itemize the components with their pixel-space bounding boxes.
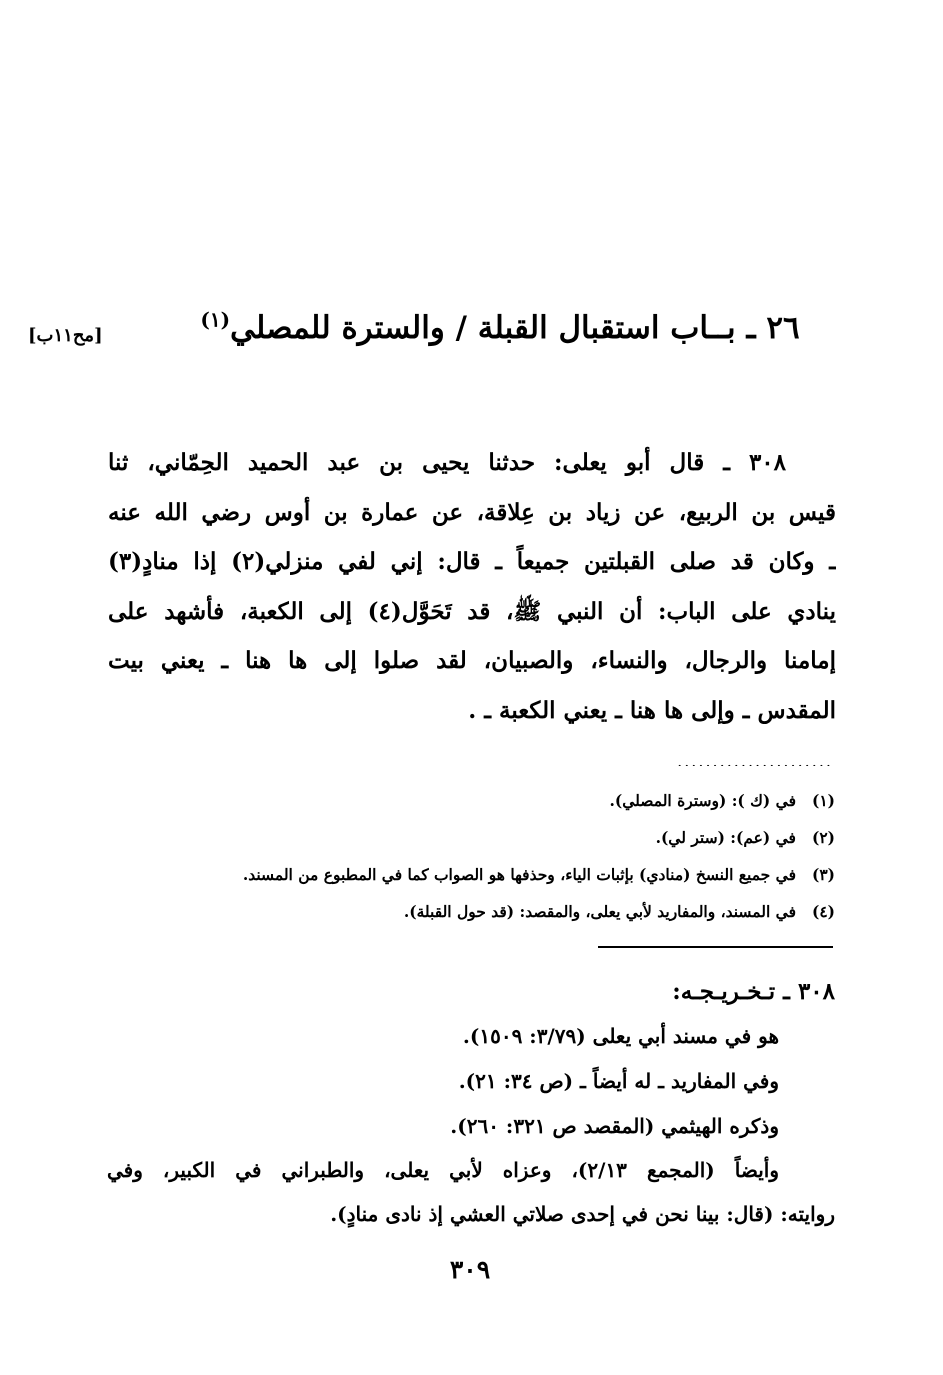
hadith-text — [108, 438, 836, 735]
hadith-line: المقدس ـ وإلى ها هنا ـ يعني الكعبة ـ . — [468, 696, 836, 724]
takhrij-para-line: وأيضاً (المجمع ٢/١٣)، وعزاه لأبي يعلى، والطبراني في الكبير، وفي — [107, 1158, 780, 1182]
hadith-line: قيس بن الربيع، عن زياد بن عِلاقة، عن عمارة بن أوس رضي الله عنه — [108, 498, 836, 526]
footnote-number: (٣) — [811, 865, 835, 884]
footnote-item — [135, 856, 835, 893]
takhrij-line: وذكره الهيثمي (المقصد ص ٣٢١: ٢٦٠). — [450, 1114, 779, 1138]
footnote-number: (٢) — [811, 828, 835, 847]
footnote-number: (٤) — [811, 902, 835, 921]
section-divider — [598, 946, 833, 948]
footnotes — [135, 782, 835, 930]
hadith-line: ٣٠٨ ـ قال أبو يعلى: حدثنا يحيى بن عبد الحميد الحِمّاني، ثنا — [108, 449, 786, 476]
manuscript-margin-reference: [مح١١ب] — [28, 325, 103, 346]
footnote-number: (١) — [811, 791, 835, 810]
takhrij-paragraph — [107, 1149, 835, 1236]
footnote-separator-dots: ...................... — [677, 752, 833, 766]
footnote-text: في جميع النسخ (منادي) بإثبات الياء، وحذفها هو الصواب كما في المطبوع من المسند. — [242, 865, 796, 884]
footnote-item — [135, 782, 835, 819]
chapter-title: ـ بــاب استقبال القبلة / والسترة للمصلي — [230, 310, 756, 346]
takhrij-line: وفي المفاريد ـ له أيضاً ـ (ص ٣٤: ٢١). — [458, 1069, 779, 1093]
hadith-line: إمامنا والرجال، والنساء، والصبيان، لقد صلوا إلى ها هنا ـ يعني بيت — [108, 647, 836, 674]
hadith-line: ينادي على الباب: أن النبي ﷺ، قد تَحَوَّل(٤) إلى الكعبة، فأشهد على — [108, 597, 836, 625]
takhrij-line: هو في مسند أبي يعلى (٣/٧٩: ١٥٠٩). — [462, 1024, 779, 1048]
takhrij-para-line: روايته: (قال: بينا نحن في إحدى صلاتي العشي إذ نادى منادٍ). — [330, 1201, 835, 1226]
page-number: ٣٠٩ — [449, 1255, 491, 1284]
takhrij-title: ٣٠٨ ـ تـخـريـجـه: — [672, 978, 835, 1005]
hadith-line: ـ وكان قد صلى القبلتين جميعاً ـ قال: إني لفي منزلي(٢) إذا منادٍ(٣) — [108, 548, 836, 575]
footnote-item — [135, 893, 835, 930]
footnote-text: في (عم): (ستر لي). — [655, 828, 796, 847]
chapter-heading — [200, 298, 800, 358]
footnote-text: في (ك ): (وسترة المصلي). — [609, 791, 796, 810]
chapter-number: ٢٦ — [766, 310, 800, 346]
footnote-text: في المسند، والمفاريد لأبي يعلى، والمقصد: (قد حول القبلة). — [403, 902, 796, 921]
takhrij-section — [107, 970, 835, 1236]
heading-footnote-ref: (١) — [200, 307, 231, 332]
footnote-item — [135, 819, 835, 856]
